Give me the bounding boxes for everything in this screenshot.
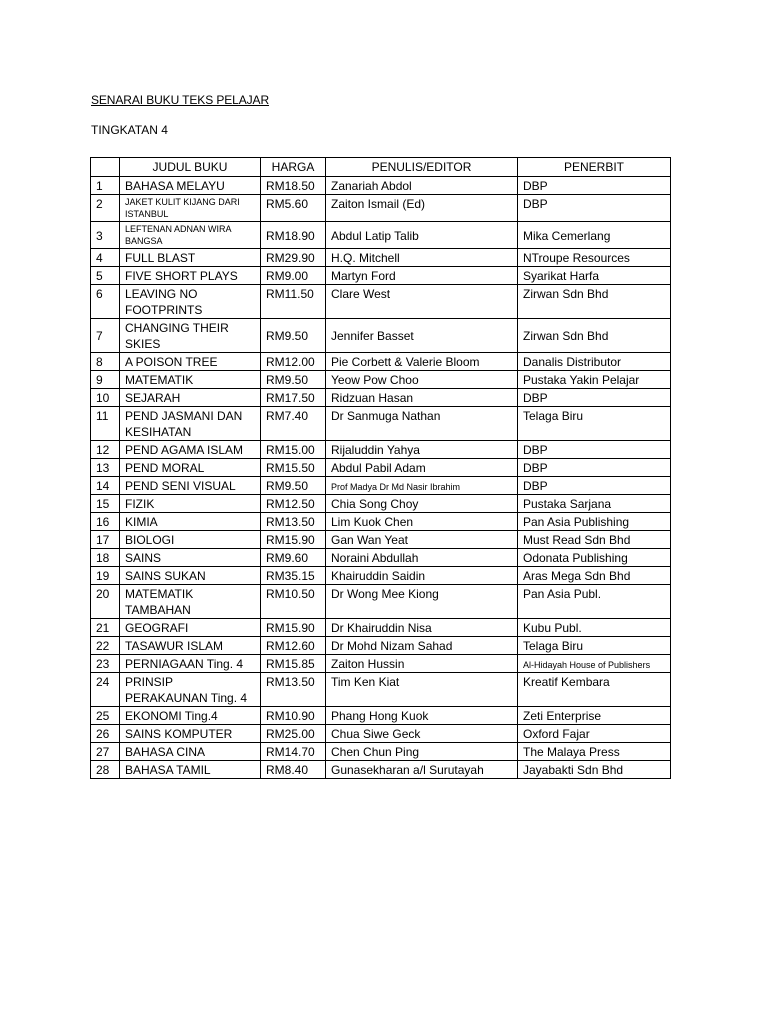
cell-publisher: Danalis Distributor <box>518 353 671 371</box>
table-row <box>91 567 671 585</box>
cell-number: 16 <box>91 513 120 531</box>
cell-author: Dr Sanmuga Nathan <box>326 407 518 441</box>
cell-publisher: The Malaya Press <box>518 743 671 761</box>
cell-author: Abdul Pabil Adam <box>326 459 518 477</box>
cell-number: 14 <box>91 477 120 495</box>
cell-author: Rijaluddin Yahya <box>326 441 518 459</box>
cell-title: TASAWUR ISLAM <box>120 637 261 655</box>
cell-title-text: JAKET KULIT KIJANG DARI ISTANBUL <box>125 197 240 219</box>
cell-price: RM35.15 <box>261 567 326 585</box>
cell-price: RM10.90 <box>261 707 326 725</box>
cell-price: RM15.90 <box>261 531 326 549</box>
table-row <box>91 459 671 477</box>
cell-author: Lim Kuok Chen <box>326 513 518 531</box>
cell-title <box>120 195 261 222</box>
table-row <box>91 513 671 531</box>
cell-author: Ridzuan Hasan <box>326 389 518 407</box>
cell-price: RM9.50 <box>261 371 326 389</box>
cell-title <box>120 222 261 249</box>
cell-author: Zaiton Hussin <box>326 655 518 673</box>
cell-title: BIOLOGI <box>120 531 261 549</box>
cell-price: RM9.60 <box>261 549 326 567</box>
cell-number: 9 <box>91 371 120 389</box>
cell-price: RM25.00 <box>261 725 326 743</box>
cell-publisher: DBP <box>518 195 671 222</box>
cell-title: PEND SENI VISUAL <box>120 477 261 495</box>
cell-title-text: LEFTENAN ADNAN WIRA BANGSA <box>125 224 232 246</box>
cell-price: RM9.50 <box>261 319 326 353</box>
cell-author: Noraini Abdullah <box>326 549 518 567</box>
cell-title: MATEMATIK <box>120 371 261 389</box>
cell-publisher: Must Read Sdn Bhd <box>518 531 671 549</box>
cell-title: PERNIAGAAN Ting. 4 <box>120 655 261 673</box>
cell-number: 28 <box>91 761 120 779</box>
cell-title: KIMIA <box>120 513 261 531</box>
table-row <box>91 725 671 743</box>
cell-price: RM29.90 <box>261 249 326 267</box>
cell-author: Abdul Latip Talib <box>326 222 518 249</box>
cell-title: SEJARAH <box>120 389 261 407</box>
document-title: SENARAI BUKU TEKS PELAJAR <box>91 93 270 107</box>
cell-author: Zanariah Abdol <box>326 177 518 195</box>
cell-title: A POISON TREE <box>120 353 261 371</box>
cell-number: 11 <box>91 407 120 441</box>
cell-publisher: Telaga Biru <box>518 637 671 655</box>
cell-author: H.Q. Mitchell <box>326 249 518 267</box>
table-row <box>91 585 671 619</box>
cell-title: PEND AGAMA ISLAM <box>120 441 261 459</box>
cell-author: Phang Hong Kuok <box>326 707 518 725</box>
cell-number: 25 <box>91 707 120 725</box>
cell-price: RM8.40 <box>261 761 326 779</box>
cell-title: FIZIK <box>120 495 261 513</box>
cell-publisher: Kubu Publ. <box>518 619 671 637</box>
cell-author: Chua Siwe Geck <box>326 725 518 743</box>
cell-title: EKONOMI Ting.4 <box>120 707 261 725</box>
cell-price: RM15.90 <box>261 619 326 637</box>
cell-price: RM12.50 <box>261 495 326 513</box>
table-row <box>91 549 671 567</box>
cell-publisher: Pan Asia Publ. <box>518 585 671 619</box>
table-row <box>91 441 671 459</box>
cell-publisher: Oxford Fajar <box>518 725 671 743</box>
header-price: HARGA <box>261 158 326 177</box>
cell-price: RM18.90 <box>261 222 326 249</box>
table-row <box>91 249 671 267</box>
cell-author: Jennifer Basset <box>326 319 518 353</box>
cell-author: Dr Wong Mee Kiong <box>326 585 518 619</box>
cell-number: 21 <box>91 619 120 637</box>
table-row <box>91 637 671 655</box>
cell-number: 1 <box>91 177 120 195</box>
cell-title: CHANGING THEIR SKIES <box>120 319 261 353</box>
cell-price: RM14.70 <box>261 743 326 761</box>
cell-publisher <box>518 655 671 673</box>
cell-number: 2 <box>91 195 120 222</box>
cell-price: RM10.50 <box>261 585 326 619</box>
cell-author: Clare West <box>326 285 518 319</box>
cell-title: GEOGRAFI <box>120 619 261 637</box>
cell-title: SAINS <box>120 549 261 567</box>
cell-publisher: NTroupe Resources <box>518 249 671 267</box>
cell-publisher: Odonata Publishing <box>518 549 671 567</box>
cell-title: BAHASA TAMIL <box>120 761 261 779</box>
table-row <box>91 319 671 353</box>
cell-number: 6 <box>91 285 120 319</box>
cell-price: RM13.50 <box>261 513 326 531</box>
table-row <box>91 267 671 285</box>
table-row <box>91 743 671 761</box>
table-row <box>91 761 671 779</box>
cell-author: Dr Mohd Nizam Sahad <box>326 637 518 655</box>
cell-number: 7 <box>91 319 120 353</box>
cell-price: RM7.40 <box>261 407 326 441</box>
cell-number: 15 <box>91 495 120 513</box>
cell-number: 22 <box>91 637 120 655</box>
cell-author: Khairuddin Saidin <box>326 567 518 585</box>
cell-number: 17 <box>91 531 120 549</box>
cell-author: Tim Ken Kiat <box>326 673 518 707</box>
table-row <box>91 619 671 637</box>
cell-publisher-text: Al-Hidayah House of Publishers <box>523 660 651 670</box>
cell-author-text: Prof Madya Dr Md Nasir Ibrahim <box>331 482 461 492</box>
table-row <box>91 707 671 725</box>
cell-publisher: Pustaka Yakin Pelajar <box>518 371 671 389</box>
table-row <box>91 222 671 249</box>
table-row <box>91 177 671 195</box>
cell-author: Martyn Ford <box>326 267 518 285</box>
cell-publisher: Zirwan Sdn Bhd <box>518 319 671 353</box>
cell-title: MATEMATIK TAMBAHAN <box>120 585 261 619</box>
table-row <box>91 477 671 495</box>
cell-author: Chen Chun Ping <box>326 743 518 761</box>
cell-number: 4 <box>91 249 120 267</box>
cell-publisher: Zeti Enterprise <box>518 707 671 725</box>
cell-publisher: DBP <box>518 389 671 407</box>
cell-title: SAINS KOMPUTER <box>120 725 261 743</box>
cell-number: 26 <box>91 725 120 743</box>
header-publisher: PENERBIT <box>518 158 671 177</box>
cell-author: Pie Corbett & Valerie Bloom <box>326 353 518 371</box>
cell-number: 20 <box>91 585 120 619</box>
cell-author: Zaiton Ismail (Ed) <box>326 195 518 222</box>
cell-number: 19 <box>91 567 120 585</box>
table-row <box>91 371 671 389</box>
cell-number: 12 <box>91 441 120 459</box>
cell-author: Dr Khairuddin Nisa <box>326 619 518 637</box>
cell-title: PRINSIP PERAKAUNAN Ting. 4 <box>120 673 261 707</box>
cell-number: 8 <box>91 353 120 371</box>
cell-number: 24 <box>91 673 120 707</box>
header-number <box>91 158 120 177</box>
cell-publisher: Pan Asia Publishing <box>518 513 671 531</box>
cell-number: 10 <box>91 389 120 407</box>
cell-author: Gan Wan Yeat <box>326 531 518 549</box>
cell-title: BAHASA CINA <box>120 743 261 761</box>
cell-publisher: Telaga Biru <box>518 407 671 441</box>
cell-title: BAHASA MELAYU <box>120 177 261 195</box>
table-row <box>91 407 671 441</box>
cell-publisher: DBP <box>518 459 671 477</box>
document-subtitle: TINGKATAN 4 <box>91 123 168 137</box>
cell-number: 5 <box>91 267 120 285</box>
cell-publisher: DBP <box>518 177 671 195</box>
cell-title: FIVE SHORT PLAYS <box>120 267 261 285</box>
cell-author <box>326 477 518 495</box>
cell-price: RM12.00 <box>261 353 326 371</box>
cell-author: Yeow Pow Choo <box>326 371 518 389</box>
cell-price: RM15.00 <box>261 441 326 459</box>
book-list-table <box>90 157 671 779</box>
cell-publisher: Pustaka Sarjana <box>518 495 671 513</box>
table-row <box>91 285 671 319</box>
cell-title: FULL BLAST <box>120 249 261 267</box>
cell-author: Chia Song Choy <box>326 495 518 513</box>
cell-title: LEAVING NO FOOTPRINTS <box>120 285 261 319</box>
cell-publisher: Mika Cemerlang <box>518 222 671 249</box>
cell-price: RM5.60 <box>261 195 326 222</box>
cell-publisher: Syarikat Harfa <box>518 267 671 285</box>
cell-price: RM15.85 <box>261 655 326 673</box>
cell-price: RM12.60 <box>261 637 326 655</box>
cell-price: RM11.50 <box>261 285 326 319</box>
cell-publisher: Jayabakti Sdn Bhd <box>518 761 671 779</box>
table-row <box>91 195 671 222</box>
cell-price: RM9.00 <box>261 267 326 285</box>
cell-publisher: Zirwan Sdn Bhd <box>518 285 671 319</box>
table-row <box>91 673 671 707</box>
cell-publisher: Aras Mega Sdn Bhd <box>518 567 671 585</box>
cell-publisher: DBP <box>518 441 671 459</box>
cell-price: RM9.50 <box>261 477 326 495</box>
header-author: PENULIS/EDITOR <box>326 158 518 177</box>
cell-number: 23 <box>91 655 120 673</box>
cell-number: 13 <box>91 459 120 477</box>
cell-number: 27 <box>91 743 120 761</box>
table-body <box>91 177 671 779</box>
header-title: JUDUL BUKU <box>120 158 261 177</box>
table-row <box>91 389 671 407</box>
table-row <box>91 353 671 371</box>
table-row <box>91 495 671 513</box>
cell-number: 18 <box>91 549 120 567</box>
cell-title: PEND JASMANI DAN KESIHATAN <box>120 407 261 441</box>
cell-title: PEND MORAL <box>120 459 261 477</box>
cell-author: Gunasekharan a/l Surutayah <box>326 761 518 779</box>
cell-publisher: Kreatif Kembara <box>518 673 671 707</box>
cell-price: RM13.50 <box>261 673 326 707</box>
cell-price: RM18.50 <box>261 177 326 195</box>
cell-title: SAINS SUKAN <box>120 567 261 585</box>
cell-publisher: DBP <box>518 477 671 495</box>
cell-price: RM17.50 <box>261 389 326 407</box>
cell-price: RM15.50 <box>261 459 326 477</box>
cell-number: 3 <box>91 222 120 249</box>
table-header-row <box>91 158 671 177</box>
table-row <box>91 531 671 549</box>
table-row <box>91 655 671 673</box>
